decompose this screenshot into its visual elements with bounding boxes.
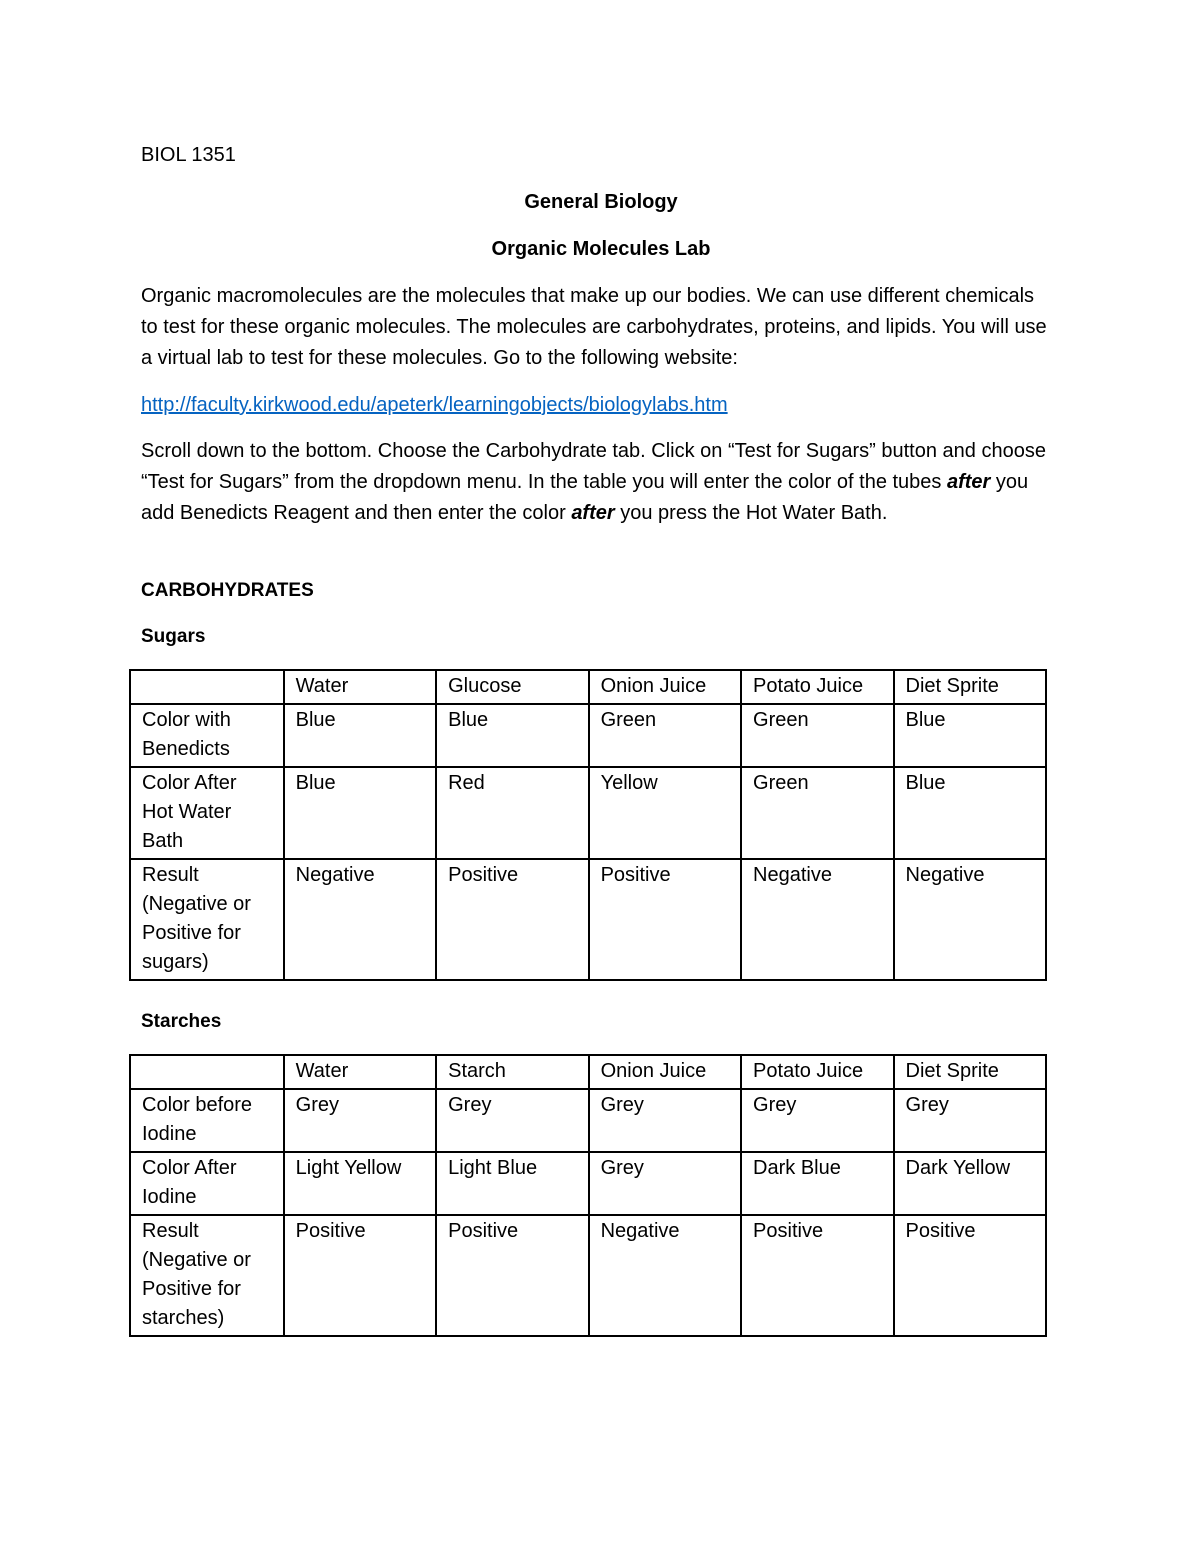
table-cell: Green [741, 767, 893, 859]
table-cell: Yellow [589, 767, 741, 859]
table-header-cell [130, 670, 284, 704]
table-row [130, 859, 1046, 980]
table-cell: Blue [894, 767, 1046, 859]
table-cell: Green [589, 704, 741, 767]
row-label-cell: Result (Negative or Positive for sugars) [130, 859, 284, 980]
sugars-table [129, 669, 1047, 981]
row-label-cell: Color with Benedicts [130, 704, 284, 767]
page-title: General Biology [524, 191, 678, 213]
table-header-cell: Water [284, 1055, 436, 1089]
table-cell: Negative [894, 859, 1046, 980]
table-row [130, 1215, 1046, 1336]
table-header-cell: Potato Juice [741, 670, 893, 704]
instructions-paragraph [141, 436, 1056, 529]
table-cell: Grey [741, 1089, 893, 1152]
row-label-cell: Result (Negative or Positive for starches) [130, 1215, 284, 1336]
table-cell: Dark Yellow [894, 1152, 1046, 1215]
instructions-text-3: you press the Hot Water Bath. [614, 502, 888, 524]
table-cell: Green [741, 704, 893, 767]
intro-paragraph: Organic macromolecules are the molecules that make up our bodies. We can use different chemicals to test for these organic molecules. The molecules are carbohydrates, proteins, and lipids. You will use a virtual lab to test for these molecules. Go to the following website: [141, 285, 1047, 369]
table-header-cell: Glucose [436, 670, 588, 704]
instructions-text-1: Scroll down to the bottom. Choose the Carbohydrate tab. Click on “Test for Sugars” button and choose “Test for Sugars” from the dropdown menu. In the table you will enter the color of the tubes [141, 440, 1046, 493]
table-cell: Grey [436, 1089, 588, 1152]
table-header-cell: Diet Sprite [894, 670, 1046, 704]
row-label-cell: Color After Iodine [130, 1152, 284, 1215]
table-header-row [130, 670, 1046, 704]
table-row [130, 704, 1046, 767]
table-cell: Grey [894, 1089, 1046, 1152]
row-label-cell: Color After Hot Water Bath [130, 767, 284, 859]
table-cell: Blue [284, 767, 436, 859]
course-code: BIOL 1351 [141, 144, 236, 166]
table-row [130, 767, 1046, 859]
table-cell: Positive [894, 1215, 1046, 1336]
table-cell: Positive [589, 859, 741, 980]
table-header-cell: Diet Sprite [894, 1055, 1046, 1089]
table-cell: Negative [589, 1215, 741, 1336]
page-subtitle: Organic Molecules Lab [491, 238, 711, 260]
table-header-cell [130, 1055, 284, 1089]
table-cell: Blue [894, 704, 1046, 767]
row-label-cell: Color before Iodine [130, 1089, 284, 1152]
table-cell: Blue [436, 704, 588, 767]
table-cell: Grey [589, 1089, 741, 1152]
table-cell: Positive [436, 1215, 588, 1336]
table-header-row [130, 1055, 1046, 1089]
instructions-emphasis-2: after [571, 502, 615, 524]
biology-labs-link[interactable]: http://faculty.kirkwood.edu/apeterk/learningobjects/biologylabs.htm [141, 394, 728, 416]
sugars-heading: Sugars [141, 626, 206, 647]
table-cell: Blue [284, 704, 436, 767]
table-cell: Grey [589, 1152, 741, 1215]
table-cell: Positive [284, 1215, 436, 1336]
table-header-cell: Onion Juice [589, 1055, 741, 1089]
carbohydrates-heading: CARBOHYDRATES [141, 580, 314, 601]
table-cell: Light Blue [436, 1152, 588, 1215]
table-row [130, 1089, 1046, 1152]
table-cell: Positive [436, 859, 588, 980]
table-header-cell: Starch [436, 1055, 588, 1089]
starches-table [129, 1054, 1047, 1337]
table-cell: Dark Blue [741, 1152, 893, 1215]
table-header-cell: Onion Juice [589, 670, 741, 704]
instructions-emphasis-1: after [946, 471, 991, 493]
table-cell: Grey [284, 1089, 436, 1152]
instructions-text-2: you add Benedicts Reagent and then enter the color [141, 471, 1029, 524]
link-paragraph [141, 390, 1056, 421]
table-cell: Red [436, 767, 588, 859]
table-cell: Light Yellow [284, 1152, 436, 1215]
table-cell: Negative [741, 859, 893, 980]
table-header-cell: Potato Juice [741, 1055, 893, 1089]
starches-heading: Starches [141, 1011, 222, 1032]
table-cell: Negative [284, 859, 436, 980]
table-cell: Positive [741, 1215, 893, 1336]
table-row [130, 1152, 1046, 1215]
table-header-cell: Water [284, 670, 436, 704]
